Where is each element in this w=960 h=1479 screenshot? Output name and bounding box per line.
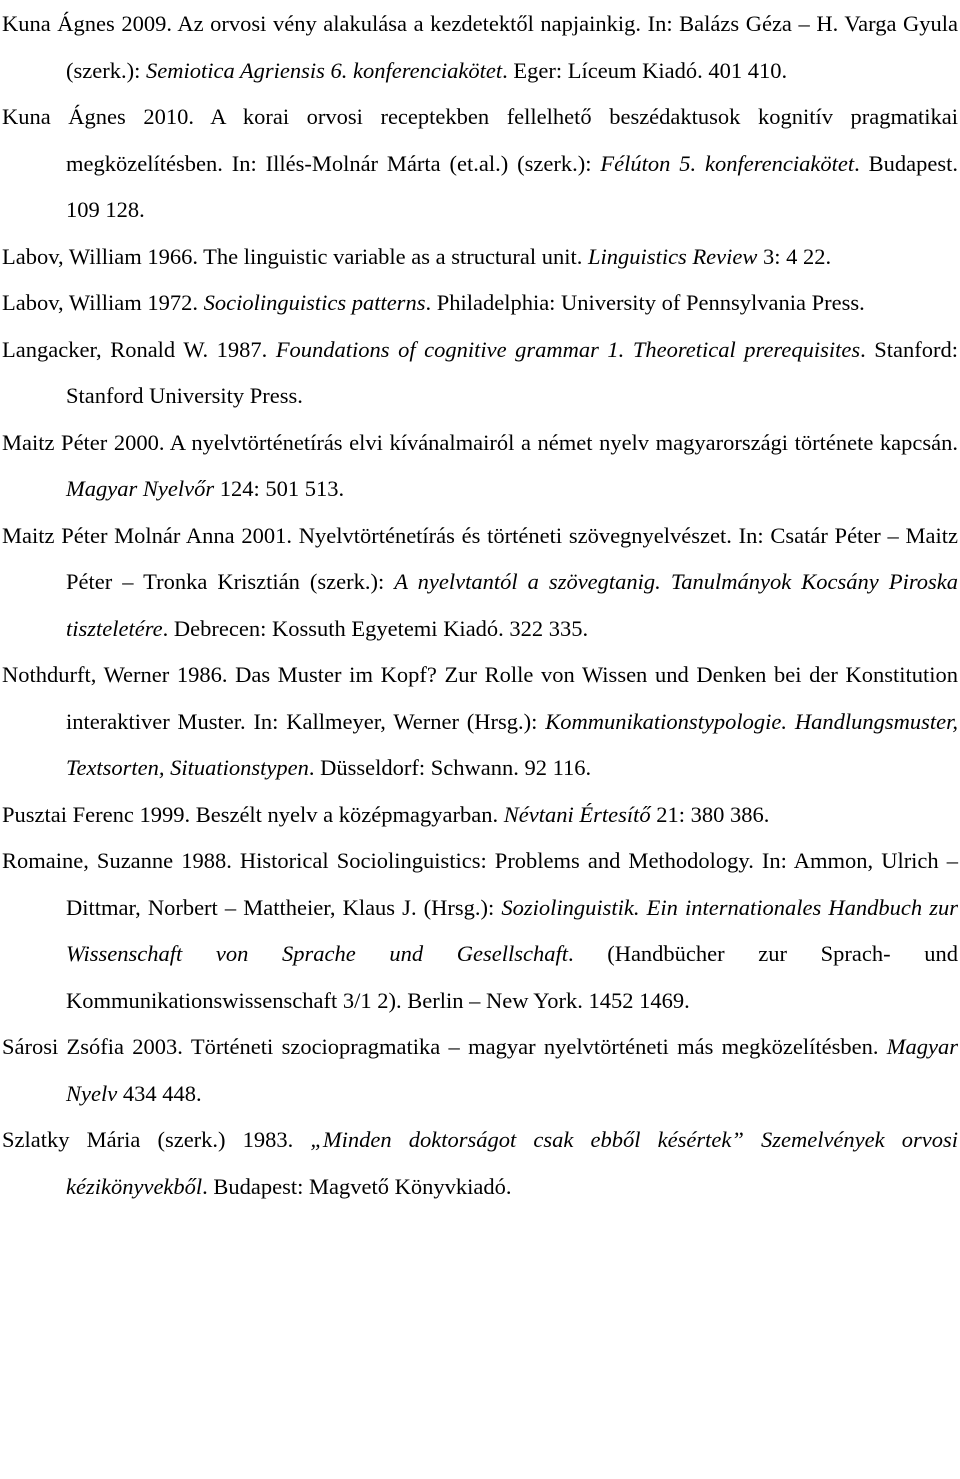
reference-title-italic: Linguistics Review — [588, 243, 758, 269]
reference-text: . Eger: Líceum Kiadó. 401 410. — [502, 57, 788, 83]
reference-text: Labov, William 1972. — [2, 290, 204, 315]
reference-text: Szlatky Mária (szerk.) 1983. — [2, 1127, 311, 1152]
reference-title-italic: Magyar Nyelv — [66, 1034, 958, 1106]
reference-text: . (Handbücher zur Sprach- und Kommunikationswissenschaft 3/1 2). Berlin – New York. 1452 1469. — [66, 941, 958, 1013]
reference-entry — [0, 838, 958, 1024]
reference-title-italic: Félúton 5. konferenciakötet — [600, 150, 855, 176]
reference-entry — [0, 1024, 958, 1117]
reference-title-italic: Névtani Értesítő — [503, 801, 651, 827]
reference-text: 21: 380 386. — [650, 801, 770, 827]
reference-text: 124: 501 513. — [214, 476, 345, 501]
reference-text: . Philadelphia: University of Pennsylvania Press. — [425, 290, 865, 315]
reference-text: . Düsseldorf: Schwann. 92 116. — [308, 755, 592, 780]
reference-text: . Stanford: Stanford University Press. — [66, 336, 958, 408]
reference-title-italic: Soziolinguistik. Ein internationales Handbuch zur Wissenschaft von Sprache und Gesellschaft — [66, 894, 958, 966]
reference-text: Labov, William 1966. The linguistic variable as a structural unit. — [2, 243, 589, 269]
reference-title-italic: Sociolinguistics patterns — [203, 290, 426, 315]
reference-text: Sárosi Zsófia 2003. Történeti szociopragmatika – magyar nyelvtörténeti más megközelítésben. — [2, 1034, 887, 1059]
reference-entry — [0, 234, 958, 281]
reference-text: Kuna Ágnes 2010. A korai orvosi receptekben fellelhető beszédaktusok kognitív pragmatikai megközelítésben. In: Illés-Molnár Márta (et.al.) (szerk.): — [2, 104, 958, 176]
reference-entry — [0, 1, 958, 94]
reference-text: Maitz Péter Molnár Anna 2001. Nyelvtörténetírás és történeti szövegnyelvészet. In: Csatár Péter – Maitz Péter – Tronka Krisztián (szerk.): — [2, 522, 958, 594]
reference-title-italic: Foundations of cognitive grammar 1. Theoretical prerequisites — [275, 336, 861, 362]
reference-entry — [0, 792, 958, 839]
reference-entry — [0, 1117, 958, 1210]
reference-entry — [0, 652, 958, 792]
reference-text: 434 448. — [117, 1080, 202, 1106]
reference-text: Nothdurft, Werner 1986. Das Muster im Kopf? Zur Rolle von Wissen und Denken bei der Konstitution interaktiver Muster. In: Kallmeyer, Werner (Hrsg.): — [2, 662, 958, 734]
reference-entry — [0, 513, 958, 653]
reference-entry — [0, 420, 958, 513]
reference-title-italic: Magyar Nyelvőr — [66, 476, 215, 501]
reference-title-italic: A nyelvtantól a szövegtanig. Tanulmányok Kocsány Piroska tiszteletére — [66, 569, 958, 641]
reference-text: Maitz Péter 2000. A nyelvtörténetírás elvi kívánalmairól a német nyelv magyarországi története kapcsán. — [2, 429, 958, 455]
reference-entry — [0, 280, 958, 327]
reference-text: Pusztai Ferenc 1999. Beszélt nyelv a középmagyarban. — [2, 801, 504, 827]
reference-text: Kuna Ágnes 2009. Az orvosi vény alakulása a kezdetektől napjainkig. In: Balázs Géza – H. Varga Gyula (szerk.): — [2, 11, 958, 83]
reference-entry — [0, 94, 958, 234]
reference-title-italic: Kommunikationstypologie. Handlungsmuster, Textsorten, Situationstypen — [66, 708, 958, 780]
reference-text: Langacker, Ronald W. 1987. — [2, 336, 276, 362]
reference-title-italic: Semiotica Agriensis 6. konferenciakötet — [145, 57, 503, 83]
reference-entry — [0, 327, 958, 420]
reference-text: . Budapest. 109 128. — [66, 150, 958, 222]
reference-text: 3: 4 22. — [757, 243, 832, 269]
reference-text: Romaine, Suzanne 1988. Historical Sociolinguistics: Problems and Methodology. In: Ammon, Ulrich – Dittmar, Norbert – Mattheier, Klaus J. (Hrsg.): — [2, 848, 958, 920]
reference-text: . Debrecen: Kossuth Egyetemi Kiadó. 322 335. — [162, 615, 589, 641]
reference-title-italic: „Minden doktorságot csak ebből késértek” Szemelvények orvosi kézikönyvekből — [66, 1127, 958, 1199]
reference-text: . Budapest: Magvető Könyvkiadó. — [202, 1173, 512, 1199]
